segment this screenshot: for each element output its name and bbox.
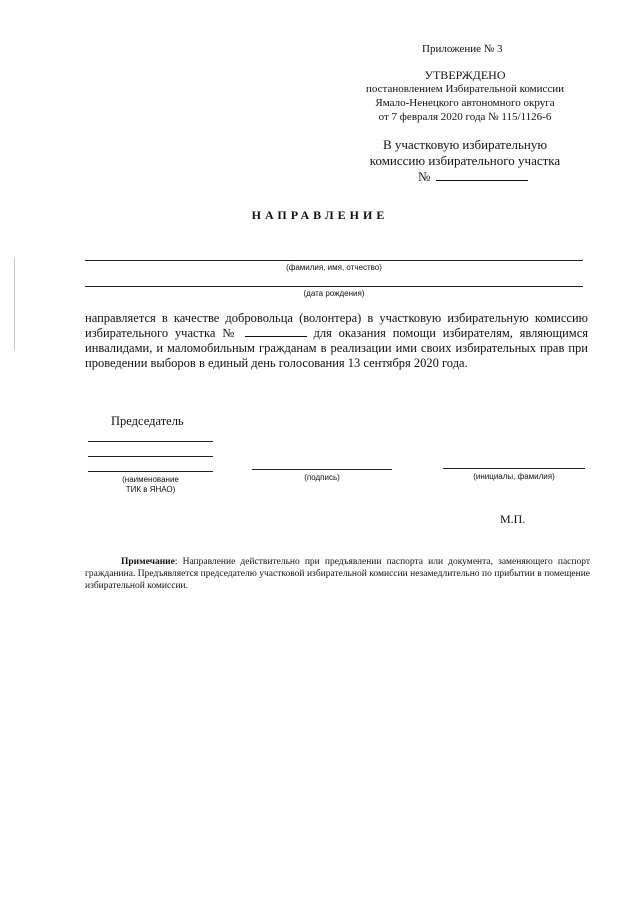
signature-caption: (подпись) (304, 473, 340, 482)
note-paragraph (85, 556, 590, 592)
birth-date-caption: (дата рождения) (303, 289, 365, 298)
initials-caption: (инициалы, фамилия) (473, 472, 555, 481)
approval-line-3: от 7 февраля 2020 года № 115/1126-6 (378, 111, 552, 123)
addressee-block (340, 137, 590, 185)
signature-line[interactable] (252, 469, 392, 470)
birth-date-field-line[interactable] (85, 286, 583, 287)
addressee-line-1: В участковую избирательную (382, 137, 548, 152)
addressee-number-sign: № (418, 169, 431, 184)
appendix-number: Приложение № 3 (422, 43, 503, 55)
approval-line-2: Ямало-Ненецкого автономного округа (375, 97, 555, 109)
addressee-line-2: комиссию избирательного участка (369, 153, 561, 168)
initials-line[interactable] (443, 468, 585, 469)
note-text: : Направление действительно при предъявлении паспорта или документа, заменяющего паспорт гражданина. Предъявляется председателю участковой избирательной комиссии незамедлительно по прибытии в помещение избирательной комиссии. (85, 557, 590, 591)
tik-name-caption-line-2: ТИК в ЯНАО) (125, 485, 176, 494)
tik-name-caption (88, 475, 213, 495)
fio-field-line[interactable] (85, 260, 583, 261)
approval-title: УТВЕРЖДЕНО (424, 68, 506, 82)
document-title: НАПРАВЛЕНИЕ (251, 208, 389, 222)
tik-name-caption-line-1: (наименование (122, 475, 179, 484)
tik-name-line-3[interactable] (88, 471, 213, 472)
body-precinct-number-blank[interactable] (245, 326, 307, 337)
note-label: Примечание (121, 557, 175, 567)
addressee-line-3 (340, 169, 590, 185)
chairman-label: Председатель (111, 414, 184, 428)
tik-name-line-2[interactable] (88, 456, 213, 457)
body-paragraph (85, 311, 588, 371)
approval-block (340, 68, 590, 124)
precinct-number-blank[interactable] (436, 169, 528, 181)
stamp-place: М.П. (500, 512, 526, 526)
body-text-part-2: для оказания помощи избирателям, являющимся инвалидами, и маломобильным гражданам в реализации ими своих избирательных прав при проведении выборов в единый день голосования 13 сентября 2020 года. (85, 326, 589, 370)
tik-name-line-1[interactable] (88, 441, 213, 442)
body-text-part-1: направляется в качестве добровольца (волонтера) в участковую избирательную комиссию избирательного участка № (85, 311, 588, 340)
fio-caption: (фамилия, имя, отчество) (286, 263, 382, 272)
scan-edge-line (14, 258, 15, 350)
approval-line-1: постановлением Избирательной комиссии (365, 83, 565, 95)
